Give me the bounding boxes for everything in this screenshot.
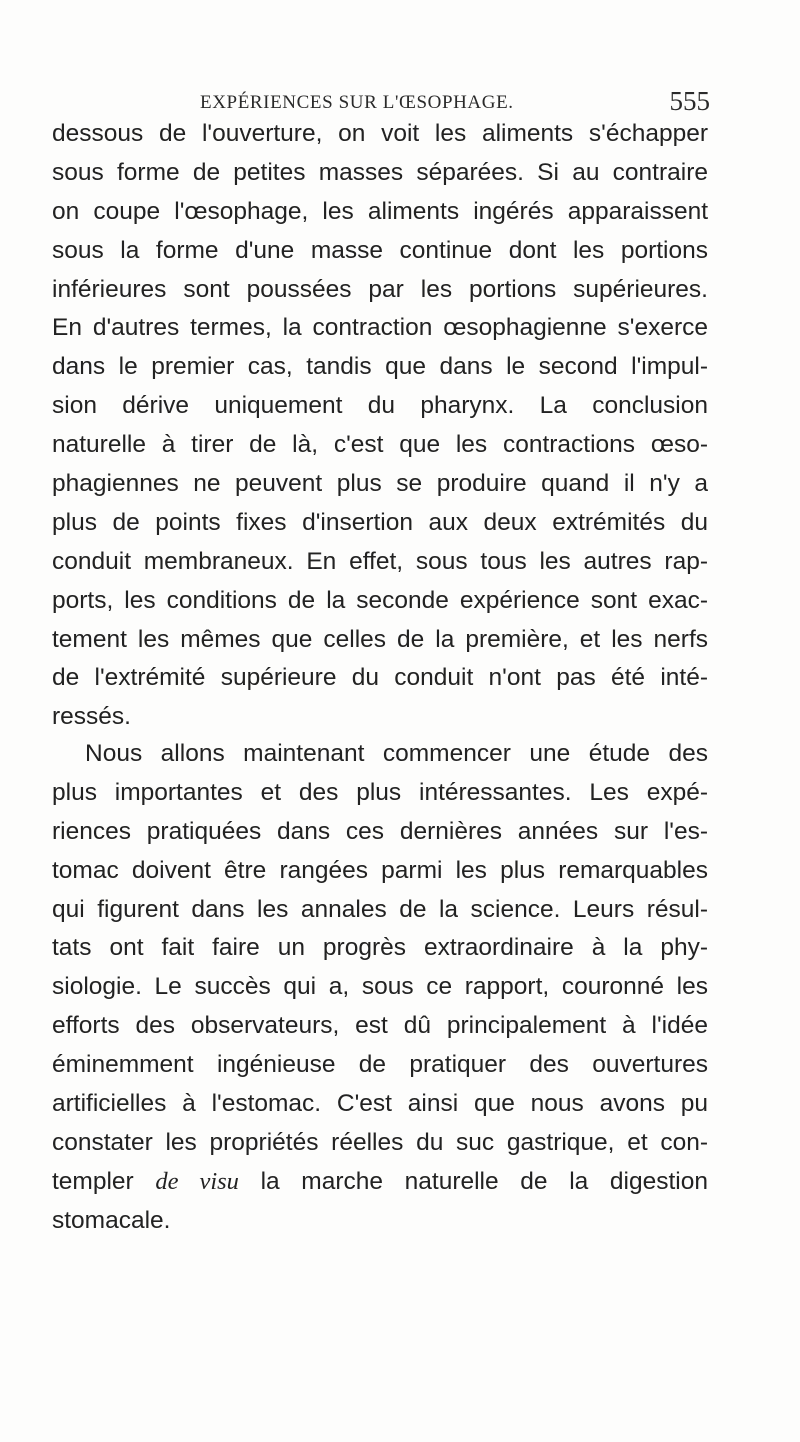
page-number: 555 <box>669 86 710 116</box>
running-title: EXPÉRIENCES SUR L'ŒSOPHAGE. <box>200 92 514 113</box>
text-line: qui figurent dans les annales de la science. Leurs résul- <box>52 895 708 923</box>
text-line: tement les mêmes que celles de la première, et les nerfs <box>52 625 708 653</box>
text-line: de l'extrémité supérieure du conduit n'ont pas été inté- <box>52 664 708 692</box>
text-line: Nous allons maintenant commencer une étude des <box>85 740 708 767</box>
text-line: sion dérive uniquement du pharynx. La conclusion <box>52 392 708 420</box>
text-line-with-italic <box>52 1163 708 1202</box>
text-segment: la marche naturelle de la digestion <box>238 1167 708 1195</box>
text-line: plus importantes et des plus intéressantes. Les expé- <box>52 778 708 806</box>
paragraph-2 <box>52 735 708 1241</box>
text-line: artificielles à l'estomac. C'est ainsi que nous avons pu <box>52 1090 708 1118</box>
text-line: inférieures sont poussées par les portions supérieures. <box>52 275 708 303</box>
text-line: conduit membraneux. En effet, sous tous les autres rap- <box>52 547 708 575</box>
text-line: riences pratiquées dans ces dernières années sur l'es- <box>52 817 708 845</box>
text-line: éminemment ingénieuse de pratiquer des ouvertures <box>52 1051 708 1079</box>
text-segment: templer <box>52 1167 156 1195</box>
text-line: stomacale. <box>52 1206 171 1234</box>
text-line: En d'autres termes, la contraction œsophagienne s'exerce <box>52 314 708 342</box>
text-line: tomac doivent être rangées parmi les plus remarquables <box>52 856 708 884</box>
text-line: phagiennes ne peuvent plus se produire quand il n'y a <box>52 470 708 498</box>
text-line: ressés. <box>52 703 131 731</box>
italic-phrase: de visu <box>155 1167 239 1195</box>
text-line: efforts des observateurs, est dû principalement à l'idée <box>52 1012 708 1040</box>
text-line: tats ont fait faire un progrès extraordinaire à la phy- <box>52 934 708 962</box>
text-line: plus de points fixes d'insertion aux deux extrémités du <box>52 508 708 536</box>
text-line: dans le premier cas, tandis que dans le second l'impul- <box>52 353 708 381</box>
text-line: siologie. Le succès qui a, sous ce rapport, couronné les <box>52 973 708 1001</box>
text-line: naturelle à tirer de là, c'est que les contractions œso- <box>52 431 708 459</box>
text-line: sous forme de petites masses séparées. Si au contraire <box>52 158 708 186</box>
text-line: ports, les conditions de la seconde expérience sont exac- <box>52 586 708 614</box>
paragraph-1 <box>52 115 708 737</box>
text-line: dessous de l'ouverture, on voit les aliments s'échapper <box>52 120 708 147</box>
text-line: constater les propriétés réelles du suc gastrique, et con- <box>52 1128 708 1156</box>
text-line: on coupe l'œsophage, les aliments ingérés apparaissent <box>52 197 708 225</box>
text-line: sous la forme d'une masse continue dont les portions <box>52 236 708 264</box>
